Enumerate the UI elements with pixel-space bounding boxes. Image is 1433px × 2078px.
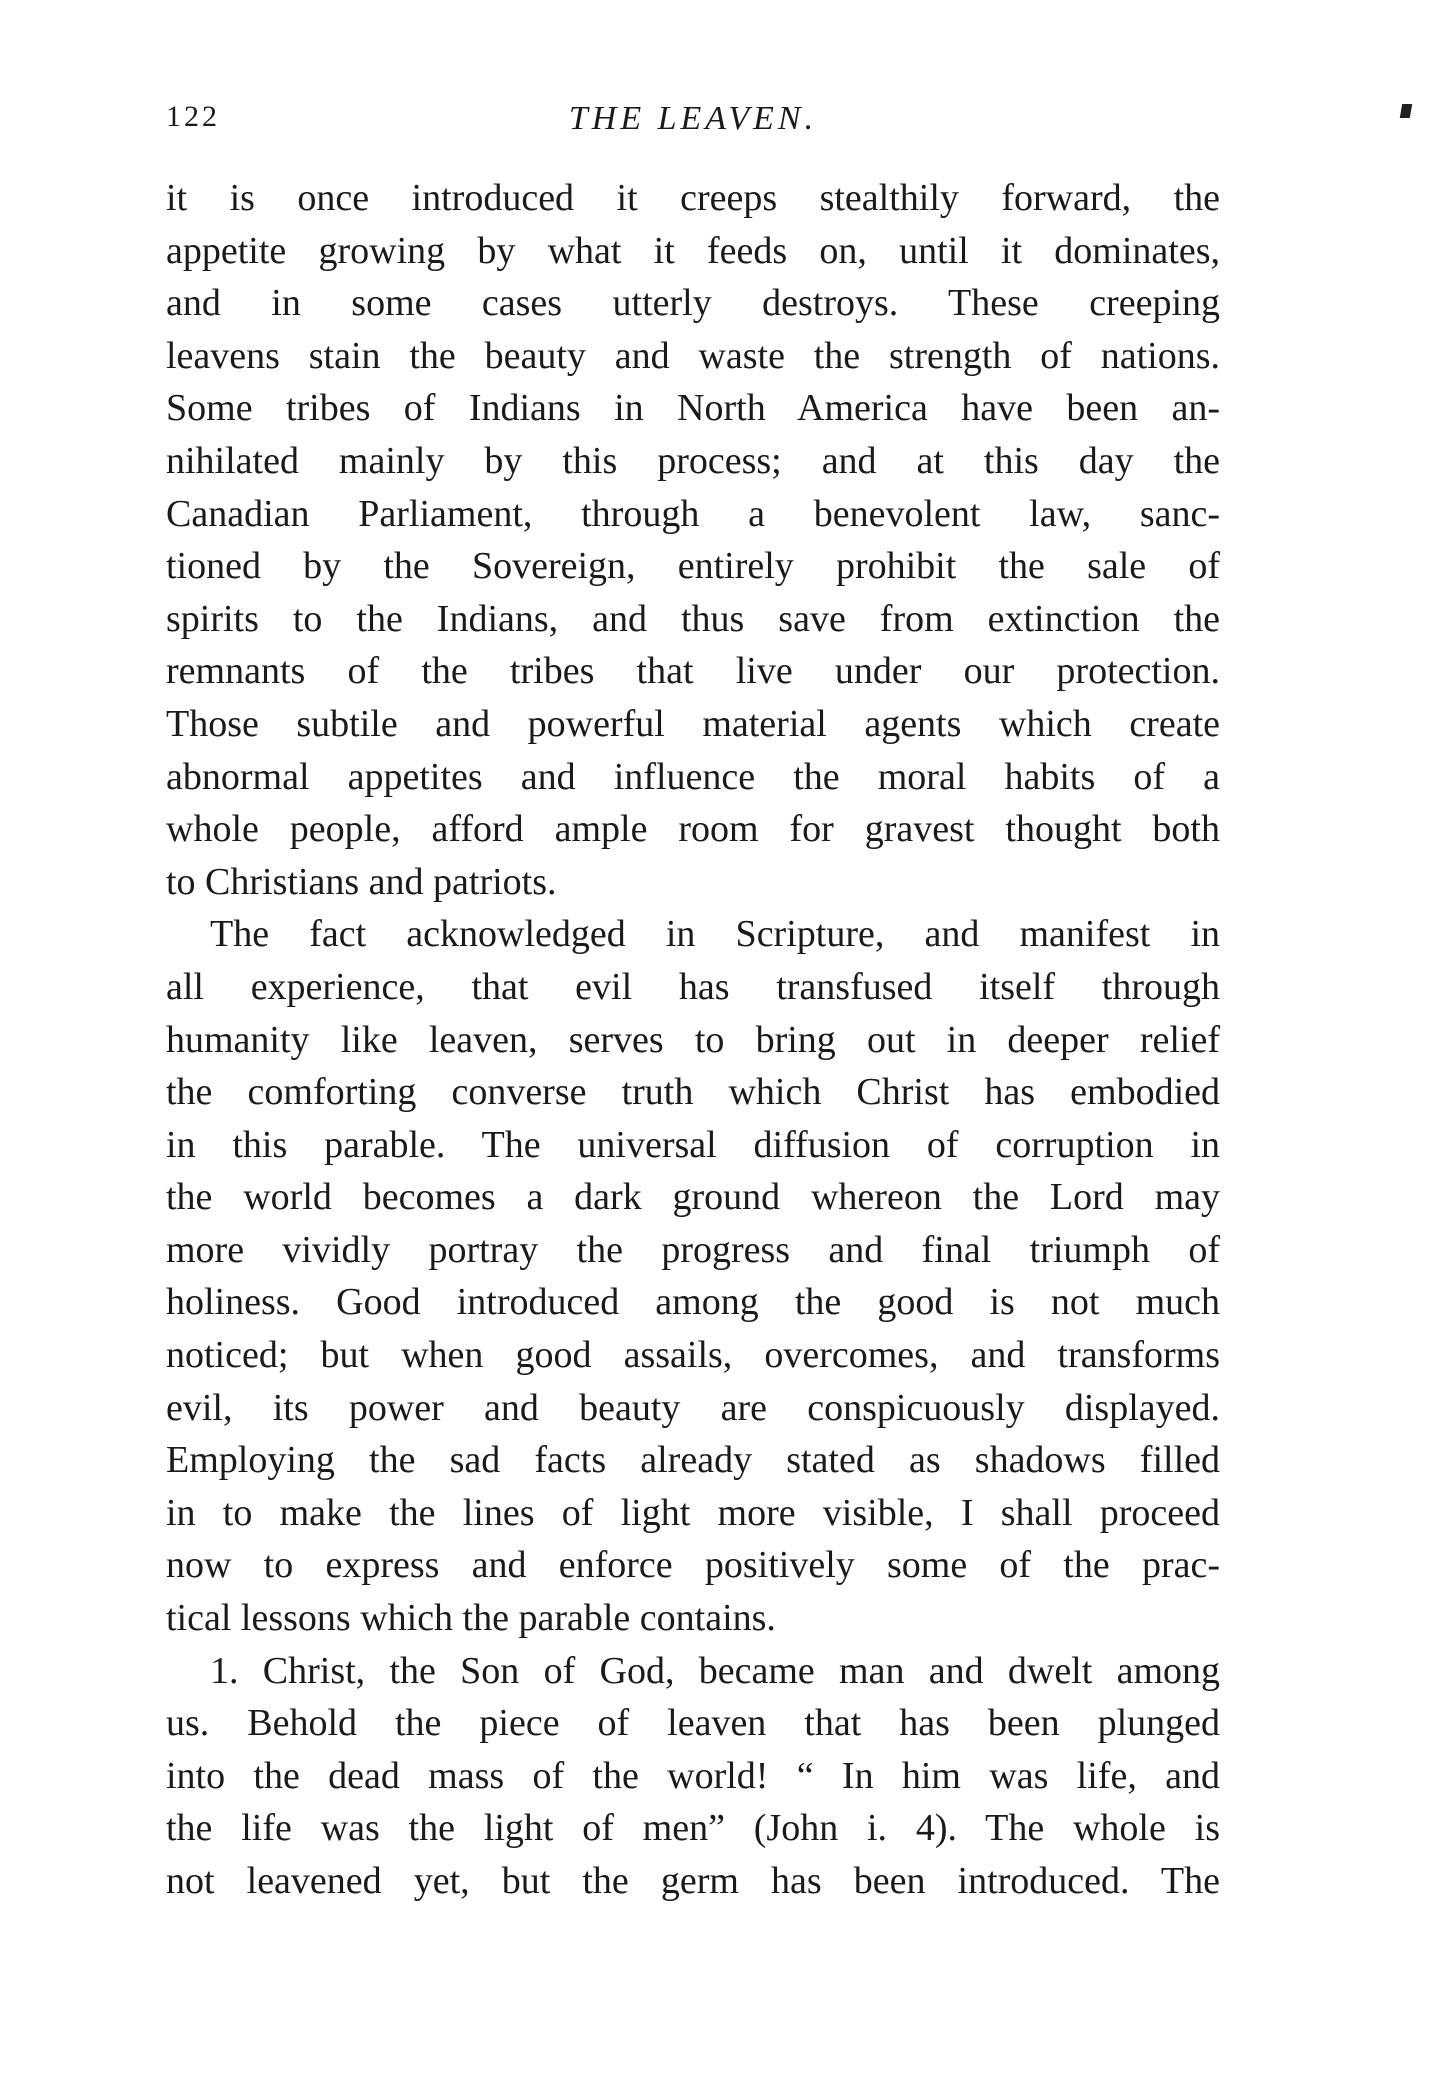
ink-mark	[1400, 104, 1412, 118]
body-text	[166, 172, 1220, 1908]
text-line: the life was the light of men” (John i. 4). The whole is	[166, 1807, 1220, 1850]
text-line: more vividly portray the progress and final triumph of	[166, 1228, 1220, 1271]
text-line: noticed; but when good assails, overcomes, and transforms	[166, 1334, 1220, 1377]
text-line: leavens stain the beauty and waste the strength of nations.	[166, 334, 1220, 377]
page-number: 122	[166, 100, 220, 133]
paragraph-2	[166, 908, 1220, 1644]
text-line: nihilated mainly by this process; and at this day the	[166, 439, 1220, 482]
text-line: whole people, afford ample room for gravest thought both	[166, 808, 1220, 851]
text-line: the world becomes a dark ground whereon the Lord may	[166, 1176, 1220, 1219]
text-line: appetite growing by what it feeds on, until it dominates,	[166, 229, 1220, 272]
text-line: The fact acknowledged in Scripture, and manifest in	[210, 913, 1220, 956]
text-line: the comforting converse truth which Christ has embodied	[166, 1071, 1220, 1114]
text-line: it is once introduced it creeps stealthily forward, the	[166, 177, 1220, 219]
text-line: spirits to the Indians, and thus save from extinction the	[166, 597, 1220, 640]
text-line: remnants of the tribes that live under our protection.	[166, 650, 1220, 693]
text-line: us. Behold the piece of leaven that has been plunged	[166, 1702, 1220, 1745]
text-line: abnormal appetites and influence the moral habits of a	[166, 755, 1220, 798]
text-line: all experience, that evil has transfused itself through	[166, 965, 1220, 1008]
text-line: now to express and enforce positively some of the prac-	[166, 1544, 1220, 1587]
running-head: THE LEAVEN.	[568, 100, 818, 137]
text-line: in this parable. The universal diffusion of corruption in	[166, 1123, 1220, 1166]
text-line: into the dead mass of the world! “ In him was life, and	[166, 1754, 1220, 1797]
text-line: holiness. Good introduced among the good is not much	[166, 1281, 1220, 1324]
text-line: not leavened yet, but the germ has been introduced. The	[166, 1860, 1220, 1902]
text-line: tioned by the Sovereign, entirely prohibit the sale of	[166, 545, 1220, 588]
text-line: Those subtile and powerful material agents which create	[166, 702, 1220, 745]
text-line: Employing the sad facts already stated as shadows filled	[166, 1439, 1220, 1482]
text-line: and in some cases utterly destroys. These creeping	[166, 282, 1220, 325]
text-line: evil, its power and beauty are conspicuously displayed.	[166, 1386, 1220, 1429]
text-line: in to make the lines of light more visible, I shall proceed	[166, 1491, 1220, 1534]
text-line: to Christians and patriots.	[166, 860, 557, 903]
text-line: Canadian Parliament, through a benevolent law, sanc-	[166, 492, 1220, 535]
paragraph-1	[166, 172, 1220, 908]
page-header	[166, 100, 1220, 146]
paragraph-3	[166, 1645, 1220, 1908]
text-line: humanity like leaven, serves to bring out in deeper relief	[166, 1018, 1220, 1061]
text-line: Some tribes of Indians in North America have been an-	[166, 387, 1220, 430]
text-line: tical lessons which the parable contains.	[166, 1597, 776, 1640]
text-line: 1. Christ, the Son of God, became man and dwelt among	[210, 1649, 1220, 1692]
